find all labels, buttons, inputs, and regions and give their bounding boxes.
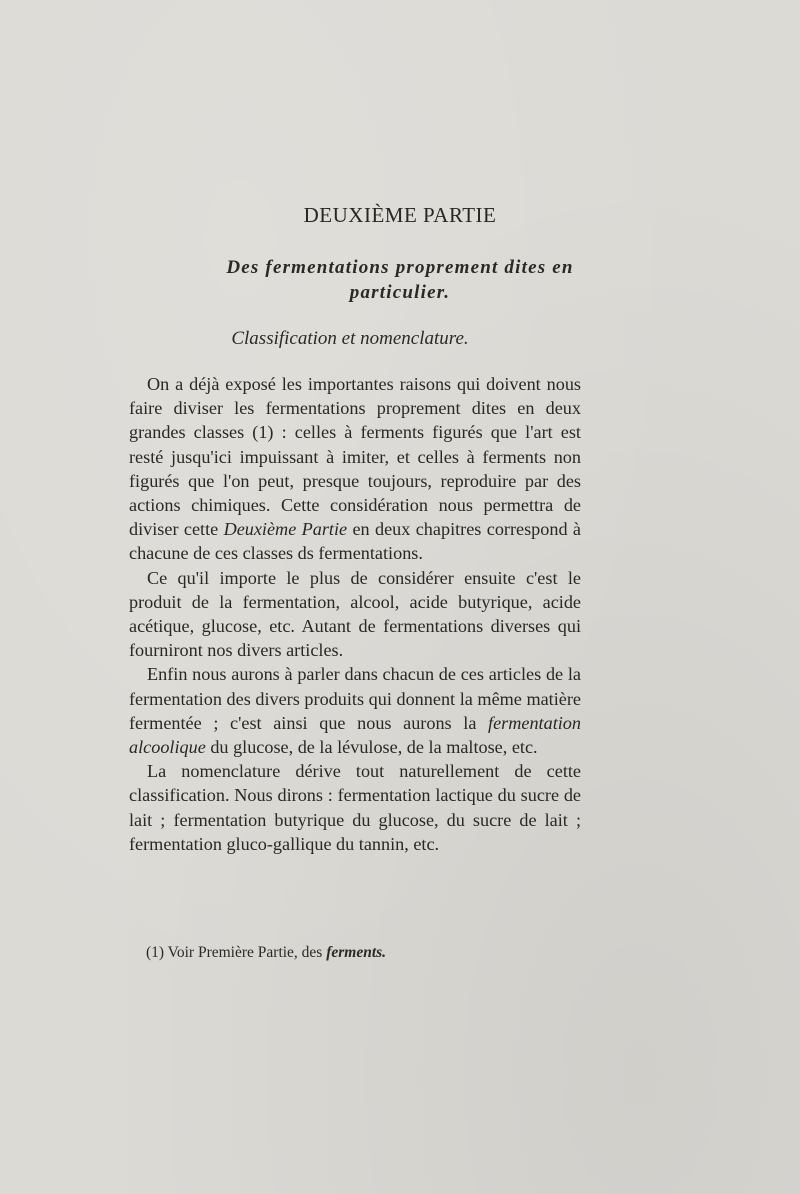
section-title-line-2: particulier. <box>349 282 451 303</box>
paragraph-3-text: Enfin nous aurons à parler dans chacun de ces articles de la fermentation des divers produits qui donnent la même matière fermentée ; c'est ainsi que nous aurons la <box>129 664 581 733</box>
section-title <box>130 255 670 305</box>
paragraph-3-end: du glucose, de la lévulose, de la maltose, etc. <box>205 737 538 758</box>
paragraph-1 <box>129 372 581 566</box>
paragraph-3 <box>129 662 581 759</box>
footnote <box>146 944 386 962</box>
body-text <box>129 372 581 856</box>
part-title: DEUXIÈME PARTIE <box>303 203 497 227</box>
paragraph-2: Ce qu'il importe le plus de considérer ensuite c'est le produit de la fermentation, alcool, acide butyrique, acide acétique, glucose, etc. Autant de fermentations diverses qui fourniront nos divers articles. <box>129 567 581 661</box>
paragraph-1-italic: Deuxième Partie <box>223 519 348 540</box>
subtitle: Classification et nomenclature. <box>231 328 469 349</box>
section-title-line-1: Des fermentations proprement dites en <box>226 257 574 278</box>
footnote-italic: ferments. <box>326 944 387 961</box>
paragraph-4: La nomenclature dérive tout naturellement de cette classification. Nous dirons : fermentation lactique du sucre de lait ; fermentation butyrique du glucose, du sucre de lait ; fermentation gluco-gallique du tannin, etc. <box>129 761 581 854</box>
paragraph-3-italic: fermentation alcoolique <box>129 712 581 758</box>
paragraph-1-end: en deux chapitres correspond à chacune de ces classes ds fermentations. <box>129 519 581 564</box>
paragraph-1-text: On a déjà exposé les importantes raisons qui doivent nous faire diviser les fermentations proprement dites en deux grandes classes (1) : celles à ferments figurés que l'art est resté jusqu'ici impuissant à imiter, et celles à ferments non figurés que l'on peut, presque toujours, reproduire par des actions chimiques. Cette considération nous permettra de diviser cette <box>129 374 581 540</box>
footnote-text: (1) Voir Première Partie, des <box>146 944 327 961</box>
